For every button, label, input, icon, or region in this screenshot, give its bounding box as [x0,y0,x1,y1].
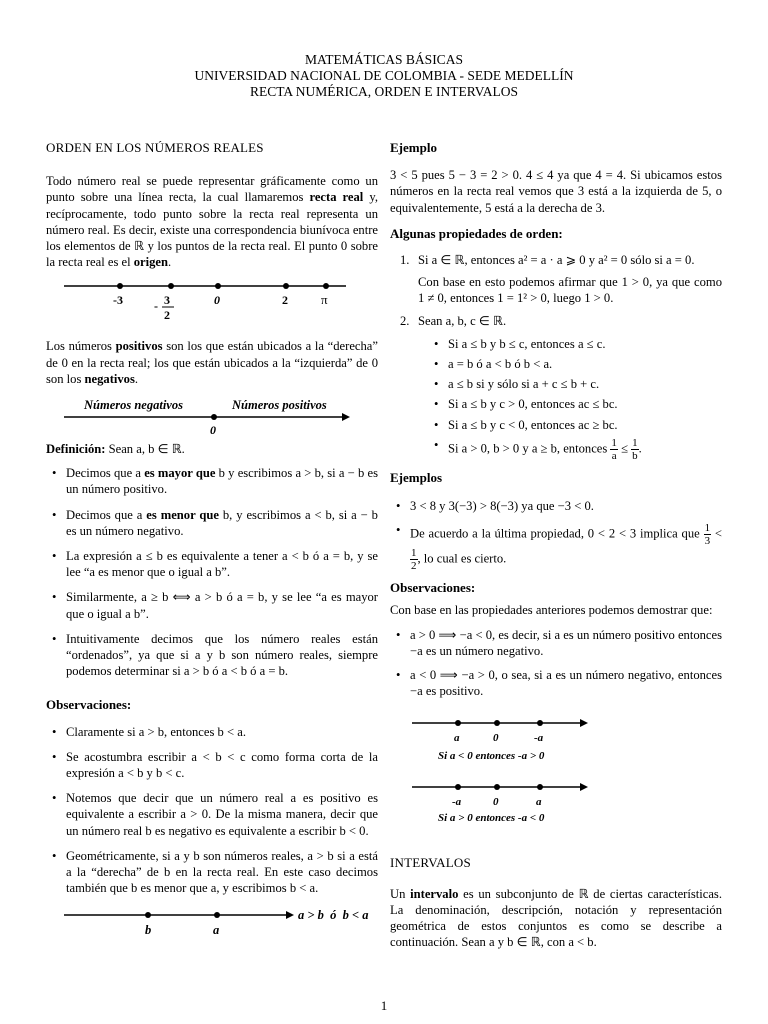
caption-a-gt-b: a > b ó b < a [298,907,369,922]
point-a [537,784,543,790]
propiedad-1: 1. Si a ∈ ℝ, entonces a² = a · a ⩾ 0 y a² = 0 sólo si a = 0. Con base en esto podemos afirmar que 1 > 0, ya que como 1 ≠ 0, entonces 1 = 1² > 0, luego 1 > 0. [400,253,722,306]
observaciones-title-left: Observaciones: [46,697,132,713]
section-title-intervalos: INTERVALOS [390,855,471,871]
list-item: • a < 0 ⟹ −a > 0, o sea, si a es un número negativo, entonces −a es positivo. [390,667,722,699]
label-minus-sign: - [154,299,158,314]
label-negativos: Números negativos [84,398,183,413]
point-origin [211,414,217,420]
definition-line: Definición: Sean a, b ∈ ℝ. [46,442,185,457]
propiedades-title: Algunas propiedades de orden: [390,225,563,241]
point-minus-a [455,784,461,790]
label-positivos: Números positivos [232,398,327,413]
point-zero [215,283,221,289]
positivos-paragraph: Los números positivos son los que están ubicados a la “derecha” de 0 en la recta real; los que están ubicados a la “izquierda” de 0 son los negativos. [46,339,378,386]
list-item: • La expresión a ≤ b es equivalente a tener a < b ó a = b, y se lee “a es menor que o igual a b”. [46,548,378,580]
label-minus-a: -a [452,796,462,809]
point-minus-3 [117,283,123,289]
label-zero: 0 [214,293,220,308]
section-title-orden: ORDEN EN LOS NÚMEROS REALES [46,140,264,155]
list-item: • Intuitivamente decimos que los número reales están “ordenados”, ya que si a y b son número reales, siempre podemos determinar si a > b ó a < b ó a = b. [46,631,378,680]
list-item: • Claramente si a > b, entonces b < a. [46,724,378,740]
observaciones-list-right [390,627,722,700]
point-pi [323,283,329,289]
caption-a-positive: Si a > 0 entonces -a < 0 [438,812,545,825]
caption-a-negative: Si a < 0 entonces -a > 0 [438,750,545,763]
label-origin: 0 [210,423,216,438]
left-column [46,140,378,937]
point-minus-three-halves [168,283,174,289]
right-column [390,140,722,950]
observaciones-list-left [46,724,378,897]
observaciones-text: Con base en las propiedades anteriores podemos demostrar que: [390,603,713,618]
label-frac-den: 2 [164,308,170,323]
page-number: 1 [380,998,388,1013]
point-minus-a [537,720,543,726]
point-a [214,912,220,918]
arrow-head [342,413,350,421]
label-zero: 0 [493,796,499,809]
label-a: a [454,732,460,745]
arrow-head [286,911,294,919]
list-item: • a = b ó a < b ó b < a. [426,356,722,372]
label-b: b [145,922,152,937]
list-item: • Decimos que a es mayor que b y escribimos a > b, si a − b es un número positivo. [46,465,378,497]
label-a: a [213,922,220,937]
list-item: • Si a ≤ b y c > 0, entonces ac ≤ bc. [426,396,722,412]
header-course: MATEMÁTICAS BÁSICAS [305,52,463,67]
ejemplos-title: Ejemplos [390,469,442,485]
document-header [0,52,768,100]
ejemplo-title: Ejemplo [390,140,437,155]
label-a: a [536,796,542,809]
list-item: • Si a ≤ b y c < 0, entonces ac ≥ bc. [426,417,722,433]
list-item: • Si a > 0, b > 0 y a ≥ b, entonces $\frac{1}{a}$ ≤ $\frac{1}{b}$ . [426,437,722,462]
list-item: • Similarmente, a ≥ b ⟺ a > b ó a = b, y se lee “a es mayor que o igual a b”. [46,589,378,621]
ejemplos-list [390,498,722,572]
observaciones-title-right: Observaciones: [390,580,476,596]
label-minus-3: -3 [113,293,123,308]
list-item: • Se acostumbra escribir a < b < c como forma corta de la expresión a < b y b < c. [46,749,378,781]
number-line-sign [46,397,378,437]
list-item: • Si a ≤ b y b ≤ c, entonces a ≤ c. [426,336,722,352]
list-item: • a > 0 ⟹ −a < 0, es decir, si a es un número positivo entonces −a es un número negativo. [390,627,722,659]
point-zero [494,720,500,726]
arrow-head [580,719,588,727]
point-b [145,912,151,918]
list-item: • 3 < 8 y 3(−3) > 8(−3) ya que −3 < 0. [390,498,722,514]
point-a [455,720,461,726]
intervalos-paragraph: Un intervalo es un subconjunto de ℝ de ciertas características. La denominación, descripción, notación y representación geométrica de estos conjuntos es como se describe a continuación. Sean a y b ∈ ℝ, con a < b. [390,886,722,950]
definition-list [46,465,378,679]
header-topic: RECTA NUMÉRICA, ORDEN E INTERVALOS [250,84,518,99]
label-two: 2 [282,293,288,308]
header-university: UNIVERSIDAD NACIONAL DE COLOMBIA - SEDE MEDELLÍN [194,68,574,83]
intro-paragraph: Todo número real se puede representar gráficamente como un punto sobre una línea recta, la cual llamaremos recta real y, recíprocamente, todo punto sobre la recta real representa un número real. Es decir, existe una correspondencia biunívoca entre los elementos de ℝ y los puntos de la recta real. El punto 0 sobre la recta real es el origen. [46,174,378,270]
list-item: • Notemos que decir que un número real a es positivo es equivalente a escribir a > 0. De la misma manera, decir que un número real b es negativo es equivalente a escribir b < 0. [46,790,378,839]
label-pi: π [321,292,328,308]
label-zero: 0 [493,732,499,745]
propiedad-2: 2. Sean a, b, c ∈ ℝ. • Si a ≤ b y b ≤ c, entonces a ≤ c. • a = b ó a < b ó b < a. • a ≤ b si y sólo si a + c ≤ b + c. • Si a ≤ b y c > 0, entonces ac ≤ bc. • Si a ≤ b y c < 0, entonces ac ≥ bc. • Si a > 0, b > 0 y a ≥ b, entonces $\frac{1}{a}$ ≤ $\frac{1}{b}$ . [390,313,722,462]
list-item: • a ≤ b si y sólo si a + c ≤ b + c. [426,376,722,392]
number-line-examples [46,276,378,332]
label-frac-num: 3 [164,293,170,308]
number-line-a-negative [390,713,610,767]
point-two [283,283,289,289]
point-zero [494,784,500,790]
arrow-head [580,783,588,791]
list-item: • Geométricamente, si a y b son números reales, a > b si a está a la “derecha” de b en la recta real. En este caso decimos también que b es menor que a, y escribimos b < a. [46,848,378,897]
number-line-a-positive [390,777,610,827]
label-minus-a: -a [534,732,544,745]
ejemplo-text: 3 < 5 pues 5 − 3 = 2 > 0. 4 ≤ 4 ya que 4 = 4. Si ubicamos estos números en la recta real vemos que 3 está a la izquierda de 5, o equivalentemente, 5 está a la derecha de 3. [390,168,722,215]
list-item: • Decimos que a es menor que b, y escribimos a < b, si a − b es un número negativo. [46,507,378,539]
propiedades-list [390,252,722,462]
propiedades-sublist [426,336,722,462]
list-item: • De acuerdo a la última propiedad, 0 < 2 < 3 implica que $\frac{1}{3}$ < $\frac{1}{2}$ , lo cual es cierto. [390,522,722,572]
number-line-ab [46,903,386,937]
